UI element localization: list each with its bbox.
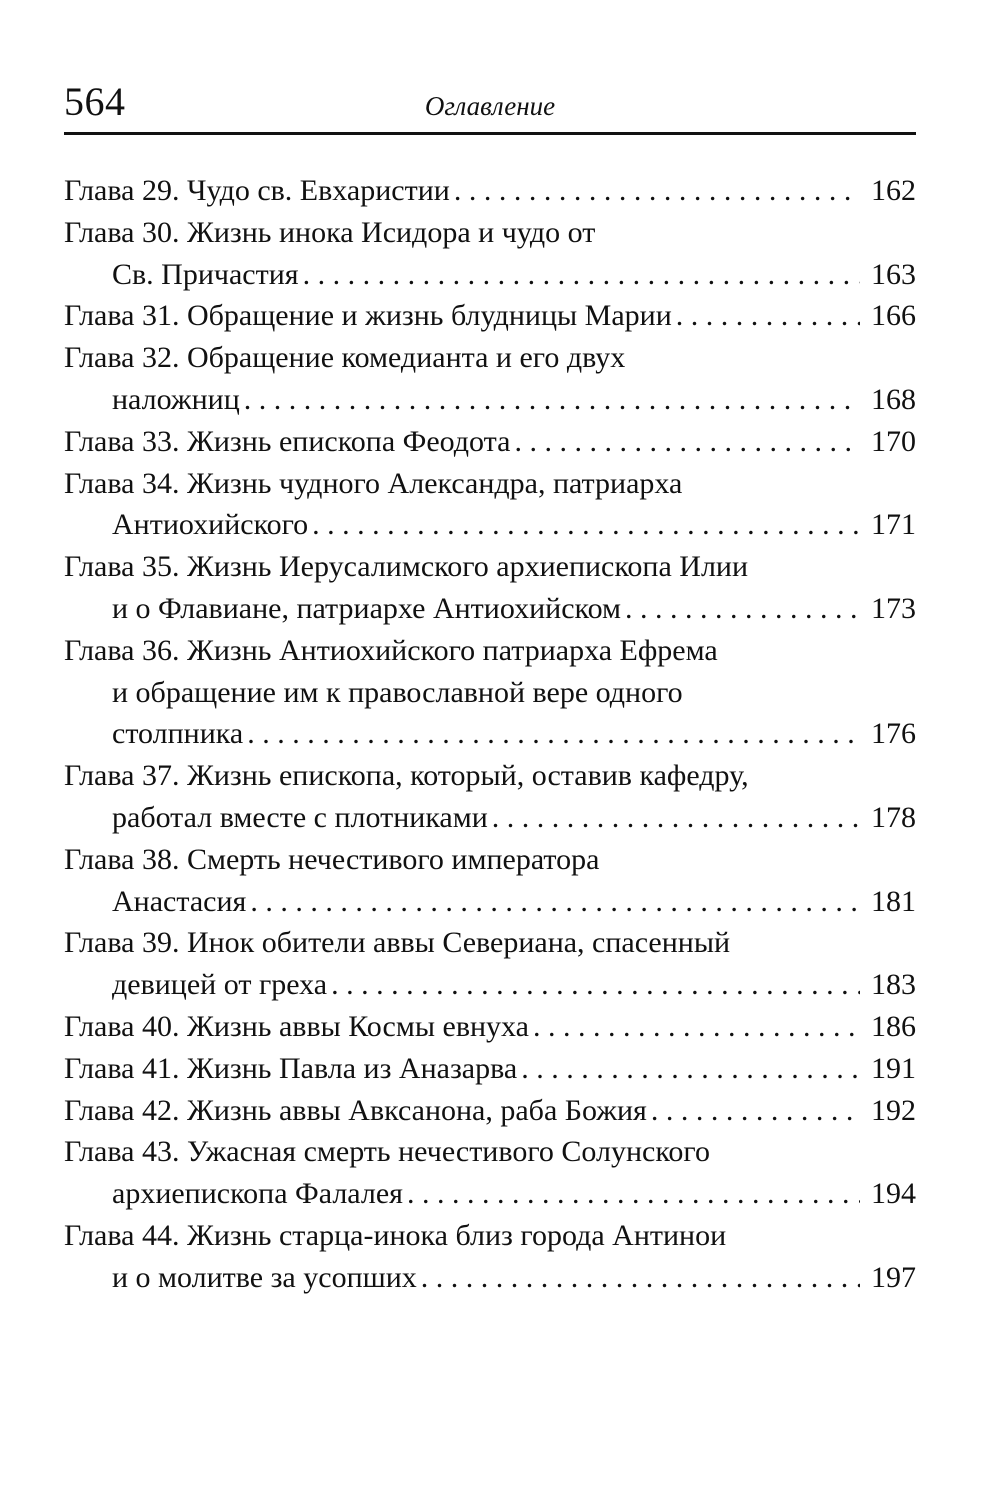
toc-entry bbox=[64, 755, 916, 839]
toc-entry-text: Глава 30. Жизнь инока Исидора и чудо от bbox=[64, 215, 596, 249]
toc-entry-text: архиепископа Фалалея bbox=[112, 1177, 403, 1211]
toc-entry-text: Глава 34. Жизнь чудного Александра, патриарха bbox=[64, 466, 683, 500]
toc-entry-text: Глава 43. Ужасная смерть нечестивого Солунского bbox=[64, 1135, 710, 1169]
toc-entry-text: работал вместе с плотниками bbox=[112, 800, 488, 834]
toc-entry-text: и обращение им к православной вере одного bbox=[112, 675, 683, 709]
dot-leader bbox=[331, 964, 860, 1006]
toc-entry-text: Глава 33. Жизнь епископа Феодота bbox=[64, 424, 511, 458]
toc-entry-last-line bbox=[64, 295, 916, 337]
toc-page-number: 163 bbox=[871, 257, 916, 291]
toc-entry bbox=[64, 212, 916, 296]
page-header bbox=[64, 78, 916, 132]
toc-entry-text: Антиохийского bbox=[112, 508, 309, 542]
toc-entry bbox=[64, 337, 916, 421]
toc-entry-text: Глава 32. Обращение комедианта и его двух bbox=[64, 341, 626, 375]
toc-entry-last-line bbox=[64, 1090, 916, 1132]
toc-page-number: 162 bbox=[871, 174, 916, 207]
dot-leader bbox=[676, 295, 860, 337]
toc-entry-line bbox=[64, 212, 916, 254]
toc-entry-line bbox=[64, 839, 916, 881]
toc-page-number: 178 bbox=[871, 800, 916, 834]
toc-entry-line bbox=[64, 630, 916, 672]
toc-entry bbox=[64, 1048, 916, 1090]
toc-page-number: 186 bbox=[871, 1009, 916, 1043]
toc-entry bbox=[64, 170, 916, 212]
header-rule bbox=[64, 132, 916, 135]
toc-page-number: 194 bbox=[871, 1177, 916, 1211]
toc-entry-text: Глава 42. Жизнь аввы Авксанона, раба Божия bbox=[64, 1093, 647, 1127]
toc-entry-text: Анастасия bbox=[112, 884, 247, 918]
toc-entry-text: Глава 41. Жизнь Павла из Аназарва bbox=[64, 1051, 518, 1085]
toc-entry-text: Св. Причастия bbox=[112, 257, 299, 291]
toc-entry-last-line bbox=[64, 588, 916, 630]
toc-entry-last-line bbox=[64, 170, 916, 212]
dot-leader bbox=[514, 421, 860, 463]
toc-page-number: 183 bbox=[871, 968, 916, 1002]
toc-entry bbox=[64, 630, 916, 755]
toc-entry-text: Глава 36. Жизнь Антиохийского патриарха Ефрема bbox=[64, 633, 718, 667]
toc-entry bbox=[64, 546, 916, 630]
toc-entry-text: наложниц bbox=[112, 382, 240, 416]
toc-page-number: 191 bbox=[871, 1051, 916, 1085]
toc-entry-text: девицей от греха bbox=[112, 968, 328, 1002]
toc-entry-last-line bbox=[64, 379, 916, 421]
toc-entry-line bbox=[64, 546, 916, 588]
toc-page-number: 168 bbox=[871, 382, 916, 416]
toc-entry-text: и о Флавиане, патриархе Антиохийском bbox=[112, 591, 621, 625]
dot-leader bbox=[407, 1173, 860, 1215]
toc-entry-line bbox=[64, 755, 916, 797]
toc-entry bbox=[64, 421, 916, 463]
dot-leader bbox=[303, 254, 860, 296]
dot-leader bbox=[244, 379, 860, 421]
toc-entry-last-line bbox=[64, 504, 916, 546]
toc-entry-text: Глава 29. Чудо св. Евхаристии bbox=[64, 174, 450, 207]
page-number: 564 bbox=[64, 79, 126, 124]
toc-page-number: 197 bbox=[871, 1260, 916, 1294]
toc-entry-text: Глава 39. Инок обители аввы Севериана, спасенный bbox=[64, 926, 731, 960]
toc-entry-text: Глава 40. Жизнь аввы Космы евнуха bbox=[64, 1009, 529, 1043]
toc-entry-last-line bbox=[64, 254, 916, 296]
toc-entry-last-line bbox=[64, 881, 916, 923]
dot-leader bbox=[247, 713, 860, 755]
toc-entry-last-line bbox=[64, 797, 916, 839]
toc-entry-text: Глава 37. Жизнь епископа, который, оставив кафедру, bbox=[64, 759, 749, 793]
toc-entry-text: столпника bbox=[112, 717, 244, 751]
toc-entry-text: и о молитве за усопших bbox=[112, 1260, 417, 1294]
toc-entry bbox=[64, 1006, 916, 1048]
toc-page-number: 176 bbox=[871, 717, 916, 751]
dot-leader bbox=[312, 504, 860, 546]
toc-entry-text: Глава 44. Жизнь старца-инока близ города Антинои bbox=[64, 1218, 727, 1252]
toc-entry-text: Глава 38. Смерть нечестивого императора bbox=[64, 842, 600, 876]
toc-entry-last-line bbox=[64, 964, 916, 1006]
toc-entry-line bbox=[64, 672, 916, 714]
toc-entry-text: Глава 31. Обращение и жизнь блудницы Марии bbox=[64, 299, 672, 333]
toc-entry bbox=[64, 1215, 916, 1299]
toc-page-number: 166 bbox=[871, 299, 916, 333]
toc-entry-line bbox=[64, 463, 916, 505]
dot-leader bbox=[421, 1257, 860, 1299]
dot-leader bbox=[492, 797, 860, 839]
toc-entry-last-line bbox=[64, 1006, 916, 1048]
toc-entry bbox=[64, 1090, 916, 1132]
toc-entry bbox=[64, 1131, 916, 1215]
toc-entry-text: Глава 35. Жизнь Иерусалимского архиепископа Илии bbox=[64, 550, 749, 584]
dot-leader bbox=[625, 588, 860, 630]
toc-entry-last-line bbox=[64, 1048, 916, 1090]
toc-entry-line bbox=[64, 337, 916, 379]
toc-entry-line bbox=[64, 1215, 916, 1257]
toc-page-number: 171 bbox=[871, 508, 916, 542]
toc-entry-line bbox=[64, 1131, 916, 1173]
toc-entry bbox=[64, 295, 916, 337]
toc-page-number: 170 bbox=[871, 424, 916, 458]
toc-page-number: 173 bbox=[871, 591, 916, 625]
dot-leader bbox=[533, 1006, 860, 1048]
dot-leader bbox=[521, 1048, 860, 1090]
dot-leader bbox=[651, 1090, 860, 1132]
dot-leader bbox=[250, 881, 860, 923]
toc-entry-last-line bbox=[64, 1173, 916, 1215]
toc-entry bbox=[64, 839, 916, 923]
toc-entry bbox=[64, 463, 916, 547]
table-of-contents bbox=[64, 170, 916, 1299]
dot-leader bbox=[454, 170, 860, 212]
toc-page-number: 181 bbox=[871, 884, 916, 918]
running-title: Оглавление bbox=[424, 91, 556, 121]
toc-entry-last-line bbox=[64, 1257, 916, 1299]
toc-page-number: 192 bbox=[871, 1093, 916, 1127]
toc-entry-last-line bbox=[64, 421, 916, 463]
toc-entry-line bbox=[64, 922, 916, 964]
toc-entry-last-line bbox=[64, 713, 916, 755]
toc-entry bbox=[64, 922, 916, 1006]
